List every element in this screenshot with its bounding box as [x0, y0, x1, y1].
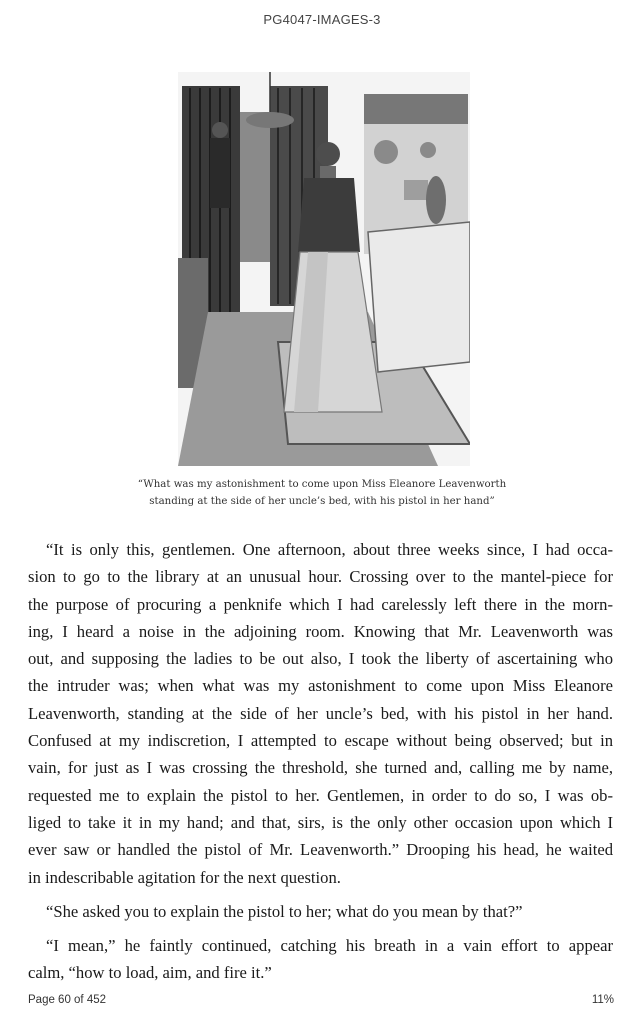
text-line: Leavenworth, standing at the side of her uncle’s bed, with his pistol in her hand. — [28, 703, 613, 723]
text-line: “I mean,” he faintly continued, catching his breath in a vain effort to appear — [46, 936, 613, 956]
text-line: requested me to explain the pistol to her. Gentlemen, in order to do so, I was ob- — [28, 785, 613, 805]
caption-line: standing at the side of her uncle’s bed, with his pistol in her hand” — [149, 496, 495, 507]
illustration-caption — [100, 476, 544, 510]
text-line: out, and supposing the ladies to be out also, I took the liberty of ascertaining who — [28, 649, 613, 669]
text-line: liged to take it in my hand; and that, sirs, is the only other occasion upon which I — [28, 812, 613, 832]
text-line: ing, I heard a noise in the adjoining room. Knowing that Mr. Leavenworth was — [28, 621, 613, 641]
text-line: vain, for just as I was crossing the threshold, she turned and, calling me by name, — [28, 758, 613, 778]
text-line: ever saw or handled the pistol of Mr. Leavenworth.” Drooping his head, he waited — [28, 840, 613, 860]
progress-percent: 11% — [591, 994, 614, 1006]
paragraph — [28, 898, 613, 925]
text-line: sion to go to the library at an unusual hour. Crossing over to the mantel-piece for — [28, 567, 613, 587]
paragraph — [28, 536, 613, 891]
book-title: PG4047-IMAGES-3 — [263, 12, 381, 27]
text-line: the intruder was; when what was my astonishment to come upon Miss Eleanore — [28, 676, 613, 696]
chapter-text — [28, 536, 613, 987]
text-line: calm, “how to load, aim, and fire it.” — [28, 963, 272, 983]
text-line: the purpose of procuring a penknife which I had carelessly left there in the morn- — [28, 594, 613, 614]
text-line: “It is only this, gentlemen. One afternoon, about three weeks since, I had occa- — [46, 540, 613, 559]
paragraph — [28, 932, 613, 987]
page-indicator: Page 60 of 452 — [28, 994, 107, 1006]
text-line: Confused at my indiscretion, I attempted to escape without being observed; but in — [28, 731, 613, 751]
text-line: in indescribable agitation for the next question. — [28, 867, 341, 887]
caption-line: “What was my astonishment to come upon Miss Eleanore Leavenworth — [137, 479, 507, 490]
text-line: “She asked you to explain the pistol to her; what do you mean by that?” — [46, 901, 523, 921]
book-illustration — [178, 72, 470, 466]
